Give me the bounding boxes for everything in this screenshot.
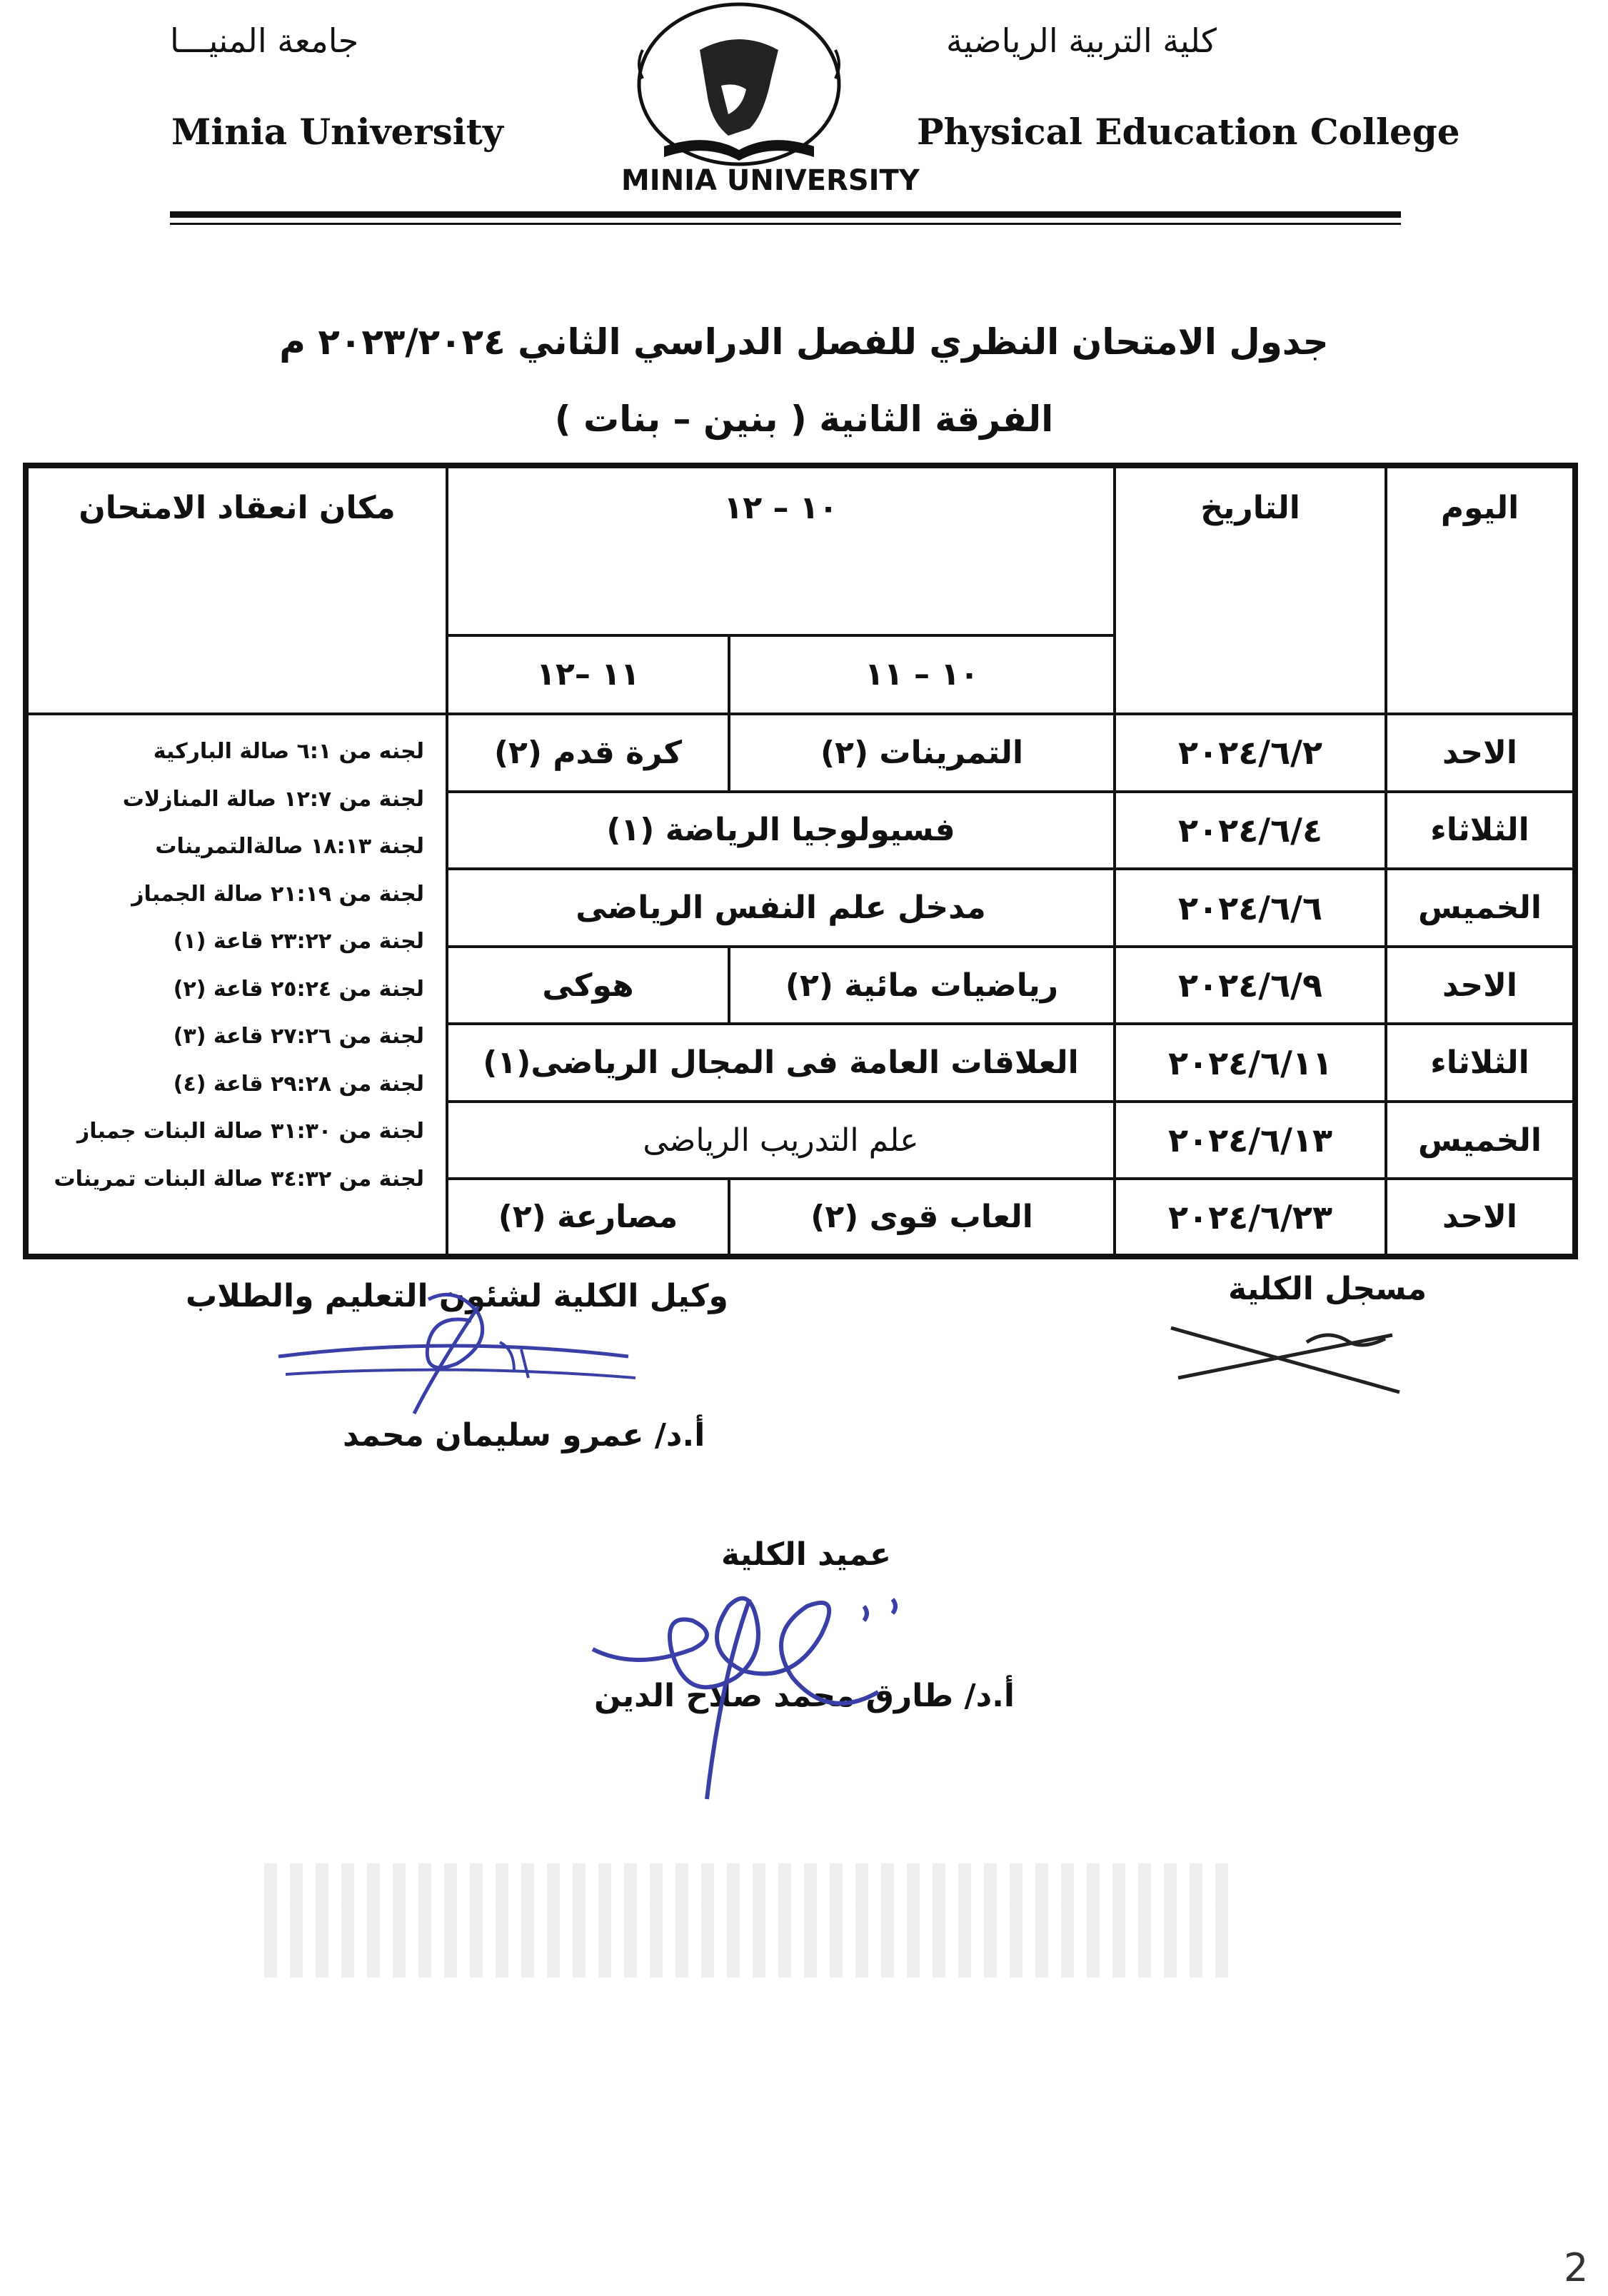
dean-signature	[586, 1571, 985, 1809]
venue-item: لجنة من ٢٩:٢٨ قاعة (٤)	[173, 1071, 424, 1097]
vice-dean-name: أ.د/ عمرو سليمان محمد	[343, 1417, 705, 1454]
row-subject: كرة قدم (٢)	[447, 714, 729, 792]
page-number: 2	[1564, 2245, 1589, 2290]
venue-item: لجنة من ٢٥:٢٤ قاعة (٢)	[173, 976, 424, 1002]
venue-item: لجنة من ٢٣:٢٢ قاعة (١)	[173, 929, 424, 955]
registrar-signature	[1164, 1314, 1421, 1416]
venue-item: لجنة من ١٢:٧ صالة المنازلات	[122, 786, 424, 812]
registrar-title: مسجل الكلية	[1228, 1271, 1427, 1307]
row-date: ٢٠٢٤/٦/٢٣	[1115, 1179, 1386, 1257]
header-time-slot-1: ١٠ – ١١	[729, 635, 1115, 715]
dean-name: أ.د/ طارق محمد صلاح الدين	[594, 1678, 1015, 1714]
row-subject: مصارعة (٢)	[447, 1179, 729, 1257]
row-date: ٢٠٢٤/٦/١١	[1115, 1024, 1386, 1102]
header-date: التاريخ	[1115, 465, 1386, 714]
venue-cell	[26, 714, 447, 1257]
university-logo	[621, 0, 920, 207]
scan-artifact	[264, 1863, 1228, 1978]
row-subject: رياضيات مائية (٢)	[729, 947, 1115, 1024]
header-rule-thin	[170, 223, 1401, 225]
header-day: اليوم	[1386, 465, 1575, 714]
venue-item: لجنة من ٣٤:٣٢ صالة البنات تمرينات	[54, 1166, 424, 1192]
table-header-row	[26, 465, 1575, 635]
row-subject: العلاقات العامة فى المجال الرياضى(١)	[447, 1024, 1115, 1102]
table-row	[26, 714, 1575, 792]
row-date: ٢٠٢٤/٦/٢	[1115, 714, 1386, 792]
university-name-en: Minia University	[171, 111, 503, 153]
row-date: ٢٠٢٤/٦/١٣	[1115, 1102, 1386, 1179]
row-subject: العاب قوى (٢)	[729, 1179, 1115, 1257]
header-time-slot-2: ١١ –١٢	[447, 635, 729, 715]
venue-item: لجنه من ٦:١ صالة الباركية	[153, 739, 424, 765]
vice-dean-title: وكيل الكلية لشئون التعليم والطلاب	[186, 1278, 728, 1314]
dean-title: عميد الكلية	[721, 1536, 892, 1573]
header-venue: مكان انعقاد الامتحان	[26, 465, 447, 714]
row-day: الاحد	[1386, 947, 1575, 1024]
college-name-en: Physical Education College	[917, 111, 1460, 153]
venue-item: لجنة ١٨:١٣ صالةالتمرينات	[155, 834, 424, 860]
row-subject: علم التدريب الرياضى	[447, 1102, 1115, 1179]
college-name-ar: كلية التربية الرياضية	[946, 21, 1217, 60]
page-subtitle: الفرقة الثانية ( بنين – بنات )	[554, 398, 1054, 440]
row-subject: التمرينات (٢)	[729, 714, 1115, 792]
row-day: الثلاثاء	[1386, 792, 1575, 870]
row-day: الخميس	[1386, 869, 1575, 947]
row-date: ٢٠٢٤/٦/٤	[1115, 792, 1386, 870]
row-day: الثلاثاء	[1386, 1024, 1575, 1102]
row-day: الخميس	[1386, 1102, 1575, 1179]
row-date: ٢٠٢٤/٦/٩	[1115, 947, 1386, 1024]
row-date: ٢٠٢٤/٦/٦	[1115, 869, 1386, 947]
venue-item: لجنة من ٢١:١٩ صالة الجمباز	[131, 881, 424, 907]
row-subject: مدخل علم النفس الرياضى	[447, 869, 1115, 947]
row-subject: فسيولوجيا الرياضة (١)	[447, 792, 1115, 870]
exam-schedule-table	[23, 463, 1578, 1259]
venue-item: لجنة من ٢٧:٢٦ قاعة (٣)	[173, 1024, 424, 1049]
header-rule	[170, 211, 1401, 218]
venue-item: لجنة من ٣١:٣٠ صالة البنات جمباز	[76, 1119, 424, 1144]
logo-caption: MINIA UNIVERSITY	[621, 164, 920, 197]
venue-list	[29, 728, 446, 1203]
page-title: جدول الامتحان النظري للفصل الدراسي الثاني ٢٠٢٣/٢٠٢٤ م	[279, 321, 1329, 363]
row-day: الاحد	[1386, 1179, 1575, 1257]
header-time: ١٠ – ١٢	[447, 465, 1115, 635]
vice-dean-signature	[271, 1278, 643, 1431]
university-name-ar: جامعة المنيـــا	[170, 21, 359, 60]
row-day: الاحد	[1386, 714, 1575, 792]
row-subject: هوكى	[447, 947, 729, 1024]
